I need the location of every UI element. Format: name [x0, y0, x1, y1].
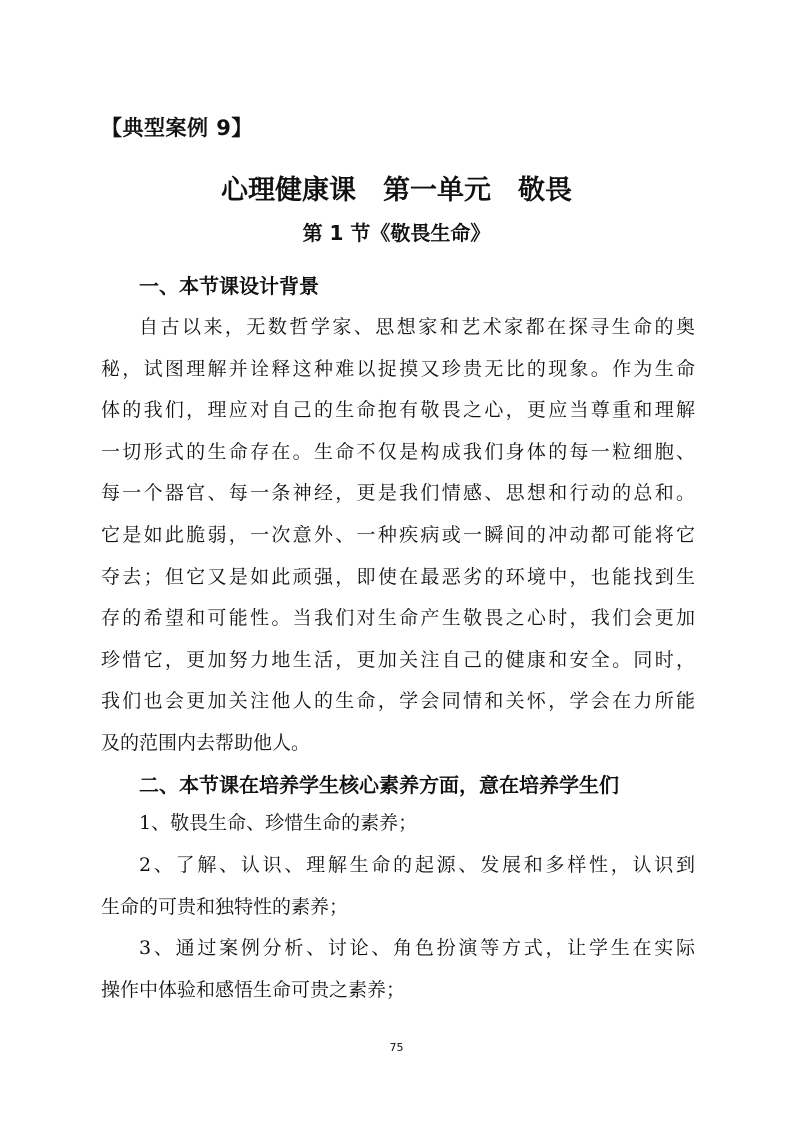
paragraph-line: 夺去；但它又是如此顽强，即使在最恶劣的环境中，也能找到生 [101, 565, 695, 588]
list-item-line: 2、了解、认识、理解生命的起源、发展和多样性，认识到 [139, 854, 695, 876]
section-1-paragraph [101, 307, 695, 765]
main-title: 心理健康课 第一单元 敬畏 [221, 175, 572, 206]
paragraph-line: 及的范围内去帮助他人。 [101, 731, 311, 754]
list-item-1 [101, 803, 695, 845]
list-item-line: 操作中体验和感悟生命可贵之素养； [101, 978, 406, 1001]
list-item-line: 生命的可贵和独特性的素养； [101, 895, 349, 918]
paragraph-line: 自古以来，无数哲学家、思想家和艺术家都在探寻生命的奥 [139, 316, 695, 338]
paragraph-line: 它是如此脆弱，一次意外、一种疾病或一瞬间的冲动都可能将它 [101, 523, 695, 546]
section-1-heading: 一、本节课设计背景 [139, 274, 319, 298]
list-item-3 [101, 928, 695, 1011]
paragraph-line: 体的我们，理应对自己的生命抱有敬畏之心，更应当尊重和理解 [101, 399, 695, 422]
paragraph-line: 我们也会更加关注他人的生命，学会同情和关怀，学会在力所能 [101, 690, 695, 713]
list-item-2 [101, 845, 695, 928]
sub-title: 第 1 节《敬畏生命》 [302, 221, 491, 245]
paragraph-line: 珍惜它，更加努力地生活，更加关注自己的健康和安全。同时， [101, 648, 695, 671]
paragraph-line: 秘，试图理解并诠释这种难以捉摸又珍贵无比的现象。作为生命 [101, 357, 695, 380]
list-item-line: 1、敬畏生命、珍惜生命的素养； [139, 812, 418, 834]
page-number: 75 [389, 1041, 404, 1054]
paragraph-line: 每一个器官、每一条神经，更是我们情感、思想和行动的总和。 [101, 482, 695, 505]
section-2-heading: 二、本节课在培养学生核心素养方面，意在培养学生们 [139, 773, 619, 797]
list-item-line: 3、通过案例分析、讨论、角色扮演等方式，让学生在实际 [139, 937, 695, 959]
paragraph-line: 一切形式的生命存在。生命不仅是构成我们身体的每一粒细胞、 [101, 440, 695, 463]
paragraph-line: 存的希望和可能性。当我们对生命产生敬畏之心时，我们会更加 [101, 607, 695, 630]
case-label: 【典型案例 9】 [101, 116, 253, 140]
